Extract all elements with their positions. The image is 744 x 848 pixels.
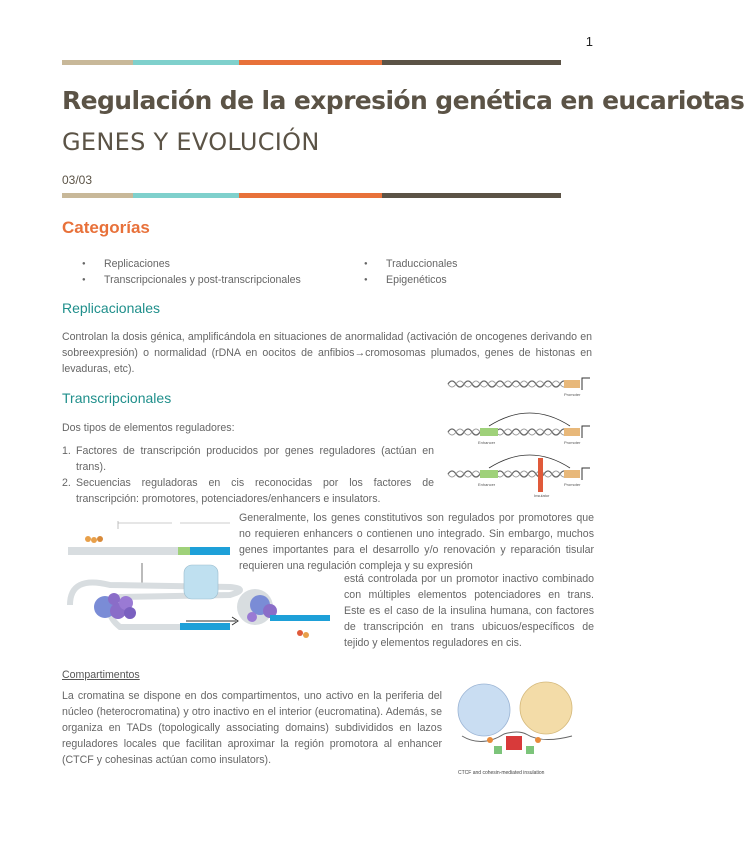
categories-list-right xyxy=(362,256,542,288)
transcripcionales-paragraph-bottom: está controlada por un promotor inactivo combinado con múltiples elementos potenciadores en trans. Este es el caso de la insulina humana, con factores de transcripción en trans ubicuos/específicos de tejido y elementos reguladores en cis. xyxy=(344,573,594,649)
enhancer-promoter-figure xyxy=(440,370,600,500)
heading-replicacionales: Replicacionales xyxy=(62,300,161,316)
regulatory-elements-list xyxy=(62,443,434,507)
compartimentos-text: La cromatina se dispone en dos compartimentos, uno activo en la periferia del núcleo (heterocromatina) y otro inactivo en el interior (eucromatina). Además, se organiza en TADs (topologically associating domains) subdivididos en lazos reguladores locales que facilitan aproximar la región promotora al enhancer (CTCF y cohesinas actúan como insulators). xyxy=(62,690,442,766)
list-item: ● Replicaciones xyxy=(80,256,370,272)
transcripcionales-intro: Dos tipos de elementos reguladores: xyxy=(62,422,235,434)
heading-compartimentos: Compartimentos xyxy=(62,669,140,681)
heading-categorias: Categorías xyxy=(62,218,150,237)
dna-row-1 xyxy=(448,378,590,397)
fig1-label: Promoter xyxy=(564,482,581,487)
transcripcionales-paragraph-top: Generalmente, los genes constitutivos son regulados por promotores que no requieren enhancers o contienen uno integrado. Sin embargo, muchos genes importantes para el desarrollo y/o renovación y reparación tisular requieren una regulación compleja y su expresión xyxy=(239,512,594,572)
fig1-label: Enhancer xyxy=(478,440,496,445)
fig1-label: Enhancer xyxy=(478,482,496,487)
document-title: Regulación de la expresión genética en eucariotas xyxy=(62,86,744,115)
fig1-label: Promoter xyxy=(564,392,581,397)
dna-row-2 xyxy=(448,413,590,445)
document-subtitle: GENES Y EVOLUCIÓN xyxy=(62,128,320,156)
fig3-caption: CTCF and cohesin-mediated insulation xyxy=(458,770,545,776)
top-color-bar xyxy=(62,60,561,65)
page-number: 1 xyxy=(585,34,593,49)
list-item: 1. Factores de transcripción producidos por genes reguladores (actúan en trans). xyxy=(62,445,434,473)
list-item: ● Epigenéticos xyxy=(362,272,542,288)
document-date: 03/03 xyxy=(62,173,93,187)
replicacionales-text: Controlan la dosis génica, amplificándola en situaciones de anormalidad (activación de oncogenes derivando en sobreexpresión) o normalidad (rDNA en oocitos de anfibios→cromosomas plumados, genes de histonas en levaduras, etc). xyxy=(62,331,592,375)
tad-loops-figure xyxy=(452,678,592,778)
heading-transcripcionales: Transcripcionales xyxy=(62,390,172,406)
fig1-label: Promoter xyxy=(564,440,581,445)
fig1-label: Insulator xyxy=(534,493,550,498)
dna-row-3 xyxy=(448,455,590,498)
list-item: ● Traduccionales xyxy=(362,256,542,272)
list-item: ● Transcripcionales y post-transcripcionales xyxy=(80,272,370,288)
bottom-color-bar xyxy=(62,193,561,198)
list-item: 2. Secuencias reguladoras en cis reconocidas por los factores de transcripción: promotores, potenciadores/enhancers e insulators. xyxy=(62,477,434,505)
categories-list-left xyxy=(80,256,370,288)
